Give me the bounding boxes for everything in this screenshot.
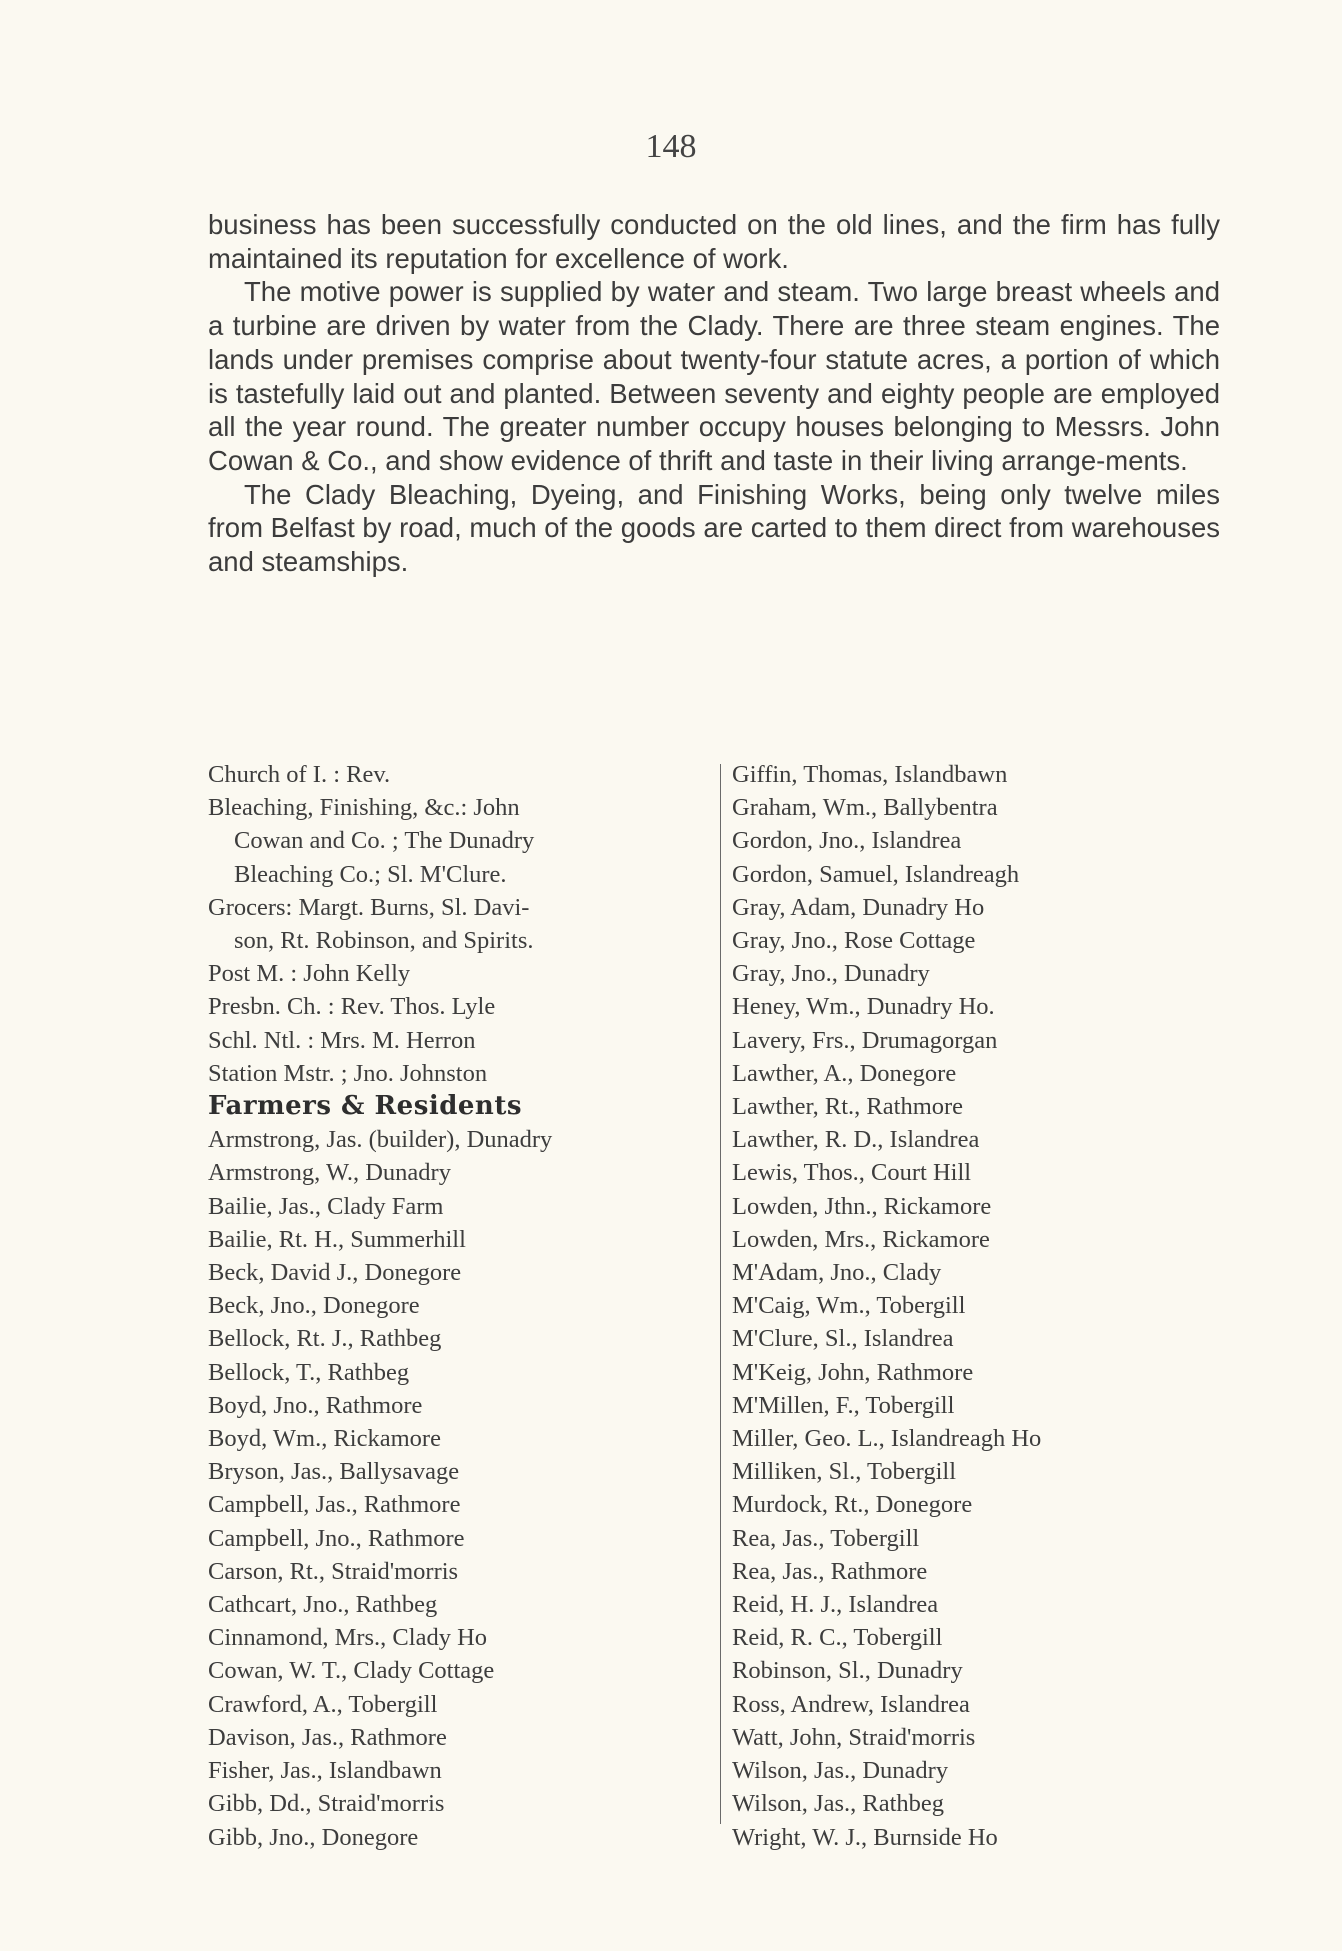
intro-paragraph: The Clady Bleaching, Dyeing, and Finishing Works, being only twelve miles from Belfast by road, much of the goods are carted to them direct from warehouses and steamships. xyxy=(208,478,1220,578)
directory-entry: Robinson, Sl., Dunadry xyxy=(732,1657,963,1685)
directory-entry: Bailie, Jas., Clady Farm xyxy=(208,1192,444,1220)
column-divider xyxy=(720,764,721,1824)
directory-entry: Graham, Wm., Ballybentra xyxy=(732,794,998,822)
directory-entry: M'Adam, Jno., Clady xyxy=(732,1259,942,1287)
directory-entry: Schl. Ntl. : Mrs. M. Herron xyxy=(208,1026,476,1054)
directory-left-column xyxy=(208,758,708,1854)
directory-entry: Lowden, Jthn., Rickamore xyxy=(732,1192,992,1220)
directory-entry: Cowan and Co. ; The Dunadry xyxy=(234,827,535,855)
directory-entry: Bellock, Rt. J., Rathbeg xyxy=(208,1325,442,1353)
directory-entry: Church of I. : Rev. xyxy=(208,761,391,788)
directory-entry: Reid, R. C., Tobergill xyxy=(732,1624,943,1652)
directory-entry: Presbn. Ch. : Rev. Thos. Lyle xyxy=(208,993,496,1021)
directory-entry: Bleaching, Finishing, &c.: John xyxy=(208,794,520,822)
directory-entry: M'Caig, Wm., Tobergill xyxy=(732,1292,966,1320)
directory-entry: Ross, Andrew, Islandrea xyxy=(732,1690,970,1718)
directory-entry: Murdock, Rt., Donegore xyxy=(732,1491,973,1519)
directory-right-column xyxy=(732,758,1220,1854)
directory-entry: Gordon, Jno., Islandrea xyxy=(732,827,962,855)
directory-entry: Carson, Rt., Straid'morris xyxy=(208,1557,459,1585)
directory-entry: Reid, H. J., Islandrea xyxy=(732,1591,939,1619)
directory-entry: Rea, Jas., Rathmore xyxy=(732,1557,928,1585)
directory-entry: Bailie, Rt. H., Summerhill xyxy=(208,1225,466,1253)
directory-entry: Armstrong, W., Dunadry xyxy=(208,1159,451,1187)
directory-entry: Bleaching Co.; Sl. M'Clure. xyxy=(234,860,507,888)
directory-entry: M'Millen, F., Tobergill xyxy=(732,1391,955,1419)
directory-entry: Bryson, Jas., Ballysavage xyxy=(208,1458,460,1486)
directory-entry: Lowden, Mrs., Rickamore xyxy=(732,1225,990,1253)
intro-text xyxy=(208,208,1220,579)
directory-entry: Post M. : John Kelly xyxy=(208,960,411,988)
directory-entry: Grocers: Margt. Burns, Sl. Davi- xyxy=(208,893,530,921)
directory-entry: Gray, Jno., Rose Cottage xyxy=(732,927,976,955)
directory-entry: Giffin, Thomas, Islandbawn xyxy=(732,761,1008,788)
directory-entry: Wright, W. J., Burnside Ho xyxy=(732,1823,998,1851)
directory-entry: Gray, Adam, Dunadry Ho xyxy=(732,893,985,921)
directory-entry: Wilson, Jas., Rathbeg xyxy=(732,1790,945,1818)
directory-entry: Gordon, Samuel, Islandreagh xyxy=(732,860,1020,888)
directory-entry: Gray, Jno., Dunadry xyxy=(732,960,930,988)
directory-entry: Watt, John, Straid'morris xyxy=(732,1723,976,1751)
directory-entry: Lawther, Rt., Rathmore xyxy=(732,1093,964,1121)
directory-entry: Heney, Wm., Dunadry Ho. xyxy=(732,993,995,1021)
directory-entry: Milliken, Sl., Tobergill xyxy=(732,1458,957,1486)
directory-entry: Lawther, R. D., Islandrea xyxy=(732,1126,980,1154)
directory-entry: Campbell, Jas., Rathmore xyxy=(208,1491,461,1519)
directory-entry: Campbell, Jno., Rathmore xyxy=(208,1524,465,1552)
directory-entry: Boyd, Jno., Rathmore xyxy=(208,1391,423,1419)
directory-entry: Bellock, T., Rathbeg xyxy=(208,1358,410,1386)
directory-entry: Beck, Jno., Donegore xyxy=(208,1292,420,1320)
page-number: 148 xyxy=(645,128,697,165)
directory-entry: M'Clure, Sl., Islandrea xyxy=(732,1325,954,1353)
directory-entry: Miller, Geo. L., Islandreagh Ho xyxy=(732,1425,1042,1453)
directory-entry: Cathcart, Jno., Rathbeg xyxy=(208,1591,438,1619)
directory-entry: Rea, Jas., Tobergill xyxy=(732,1524,920,1552)
directory-entry: Davison, Jas., Rathmore xyxy=(208,1723,447,1751)
directory-entry: Boyd, Wm., Rickamore xyxy=(208,1425,441,1453)
directory-entry: Fisher, Jas., Islandbawn xyxy=(208,1757,442,1785)
intro-paragraph: business has been successfully conducted on the old lines, and the firm has fully maintained its reputation for excellence of work. xyxy=(208,209,1220,274)
directory-entry: son, Rt. Robinson, and Spirits. xyxy=(234,927,534,955)
directory-entry: Gibb, Jno., Donegore xyxy=(208,1823,419,1851)
directory-entry: Lewis, Thos., Court Hill xyxy=(732,1159,972,1187)
directory-entry: Cowan, W. T., Clady Cottage xyxy=(208,1657,495,1685)
directory-entry: Station Mstr. ; Jno. Johnston xyxy=(208,1059,488,1087)
intro-paragraph: The motive power is supplied by water and steam. Two large breast wheels and a turbine are driven by water from the Clady. There are three steam engines. The lands under premises comprise about twenty-four statute acres, a portion of which is tastefully laid out and planted. Between seventy and eighty people are employed all the year round. The greater number occupy houses belonging to Messrs. John Cowan & Co., and show evidence of thrift and taste in their living arrange-ments. xyxy=(208,276,1220,476)
directory-entry: Lavery, Frs., Drumagorgan xyxy=(732,1026,998,1054)
directory-entry: Crawford, A., Tobergill xyxy=(208,1690,438,1718)
directory-entry: Cinnamond, Mrs., Clady Ho xyxy=(208,1624,488,1652)
directory-entry: Beck, David J., Donegore xyxy=(208,1259,462,1287)
directory-entry: Gibb, Dd., Straid'morris xyxy=(208,1790,445,1818)
directory-entry: Armstrong, Jas. (builder), Dunadry xyxy=(208,1126,553,1154)
directory-entry: Lawther, A., Donegore xyxy=(732,1059,957,1087)
directory-entry: Wilson, Jas., Dunadry xyxy=(732,1757,949,1785)
section-heading: Farmers & Residents xyxy=(208,1091,522,1122)
directory-entry: M'Keig, John, Rathmore xyxy=(732,1358,974,1386)
directory-listing xyxy=(208,758,1220,1851)
